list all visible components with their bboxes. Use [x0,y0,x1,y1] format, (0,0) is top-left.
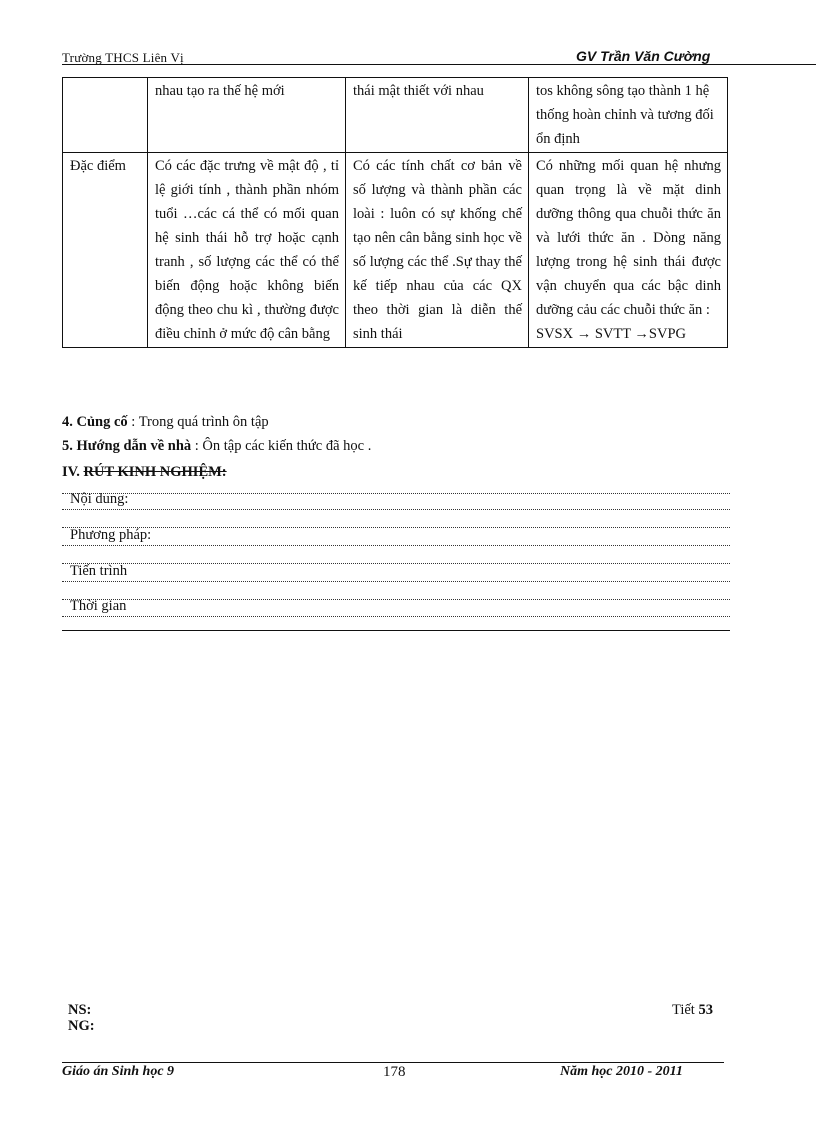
footer-divider [62,1062,724,1063]
section-huong-dan [62,438,371,455]
lesson-number [672,1002,713,1019]
section-end-divider [62,630,730,631]
footer-title: Giáo án Sinh học 9 [62,1064,175,1079]
next-lesson-dates [68,1002,95,1034]
page-number: 178 [383,1064,406,1080]
section-label: 4. Củng cố [62,414,128,430]
table-cell: thái mật thiết với nhau [346,78,529,153]
table-cell: nhau tạo ra thế hệ mới [148,78,346,153]
header-school: Trường THCS Liên Vị [62,50,184,65]
comparison-table [62,77,728,348]
section-number: IV. [62,464,80,480]
ng-label: NG: [68,1018,95,1034]
footer-year: Năm học 2010 - 2011 [560,1064,683,1079]
table-cell [529,153,728,348]
ns-label: NS: [68,1002,92,1018]
table-row [63,78,728,153]
review-row-method [62,527,730,546]
dotted-line [62,509,730,528]
table-cell-label [63,78,148,153]
header-divider [62,64,816,65]
tiet-number: 53 [698,1002,713,1018]
review-label: Phương pháp: [70,527,152,543]
review-row-time [62,598,730,617]
review-label: Thời gian [70,598,127,614]
table-cell: tos không sông tạo thành 1 hệ thống hoàn chỉnh và tương đối ổn định [529,78,728,153]
review-row-process [62,563,730,582]
tiet-label: Tiết [672,1002,695,1018]
cell-text: Có những mối quan hệ nhưng quan trọng là về mặt dinh dưỡng thông qua chuỗi thức ăn và lưới thức ăn . Dòng năng lượng trong hệ sinh thái được vận chuyển qua các bậc dinh dưỡng cảu các chuỗi thức ăn : [536,158,721,318]
section-cung-co [62,414,269,431]
table-row [63,153,728,348]
table-cell: Có các đặc trưng về mật độ , tỉ lệ giới tính , thành phần nhóm tuổi …các cá thể có mối quan hệ sinh thái hỗ trợ hoặc cạnh tranh , số lượng các thể có thể biến động hoặc không biến động theo chu kì , thường được điều chỉnh ở mức độ cân bằng [148,153,346,348]
review-row-content [62,491,730,510]
section-text: : Trong quá trình ôn tập [131,414,269,430]
section-title: RÚT KINH NGHIỆM: [83,464,227,480]
section-text: : Ôn tập các kiến thức đã học . [194,438,372,454]
review-label: Nội dung: [70,491,129,507]
dotted-line [62,545,730,564]
review-label: Tiến trình [70,563,128,579]
table-cell: Có các tính chất cơ bản về số lượng và thành phần các loài : luôn có sự khống chế tạo nên cân bằng sinh học về số lượng các thể .Sự thay thế kế tiếp nhau của các QX theo thời gian là diễn thế sinh thái [346,153,529,348]
table-cell-label: Đặc điểm [63,153,148,348]
food-chain-formula: SVSX → SVTT →SVPG [536,326,687,342]
header-teacher: GV Trần Văn Cường [576,48,711,64]
section-label: 5. Hướng dẫn về nhà [62,438,192,454]
